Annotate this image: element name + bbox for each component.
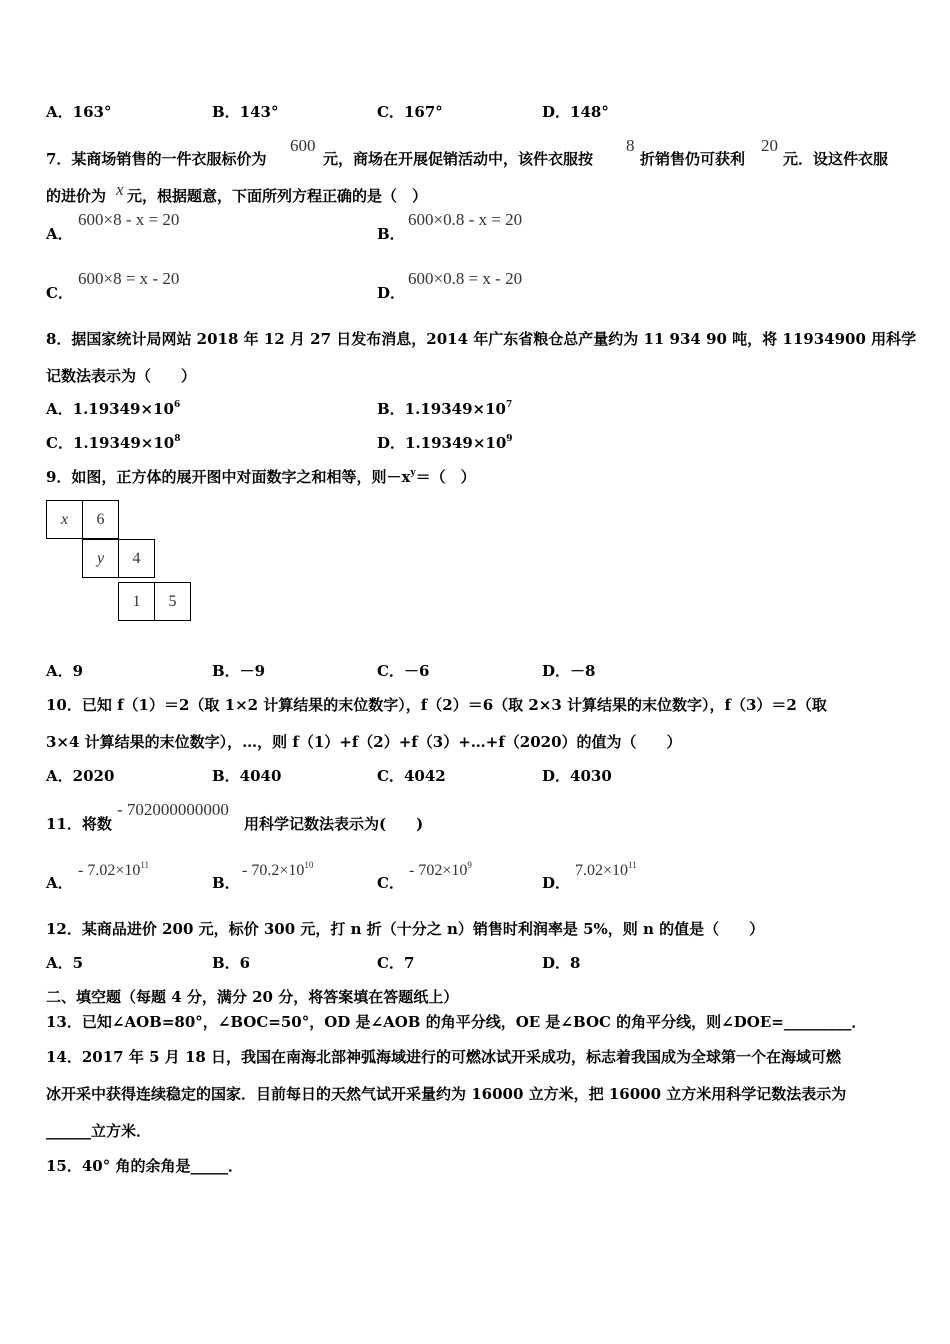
q8-option-a: A．$1.19349\times 10^6$ — [46, 400, 181, 418]
q7-stem-part3: 折销售仍可获利 — [640, 150, 746, 168]
q11-option-c-expr: - $702\times 10^9$ — [409, 860, 472, 879]
q9-option-b: B．－9 — [212, 662, 266, 680]
q6-option-b: B．143° — [212, 103, 279, 121]
q12-option-c: C．7 — [377, 954, 415, 972]
cube-cell-y: y — [82, 539, 119, 578]
q7-stem-part4: 元．设这件衣服 — [783, 150, 889, 168]
q7-option-c-expr: 600×8 = x - 20 — [78, 269, 180, 288]
q6-option-a: A．163° — [46, 103, 112, 121]
q10-option-a: A．2020 — [46, 767, 115, 785]
q12-option-b: B．6 — [212, 954, 251, 972]
cube-cell-6: 6 — [82, 500, 119, 539]
cube-cell-5: 5 — [154, 582, 191, 621]
q9-option-d: D．－8 — [542, 662, 596, 680]
q8-option-d: D．$1.19349\times 10^9$ — [377, 434, 513, 452]
q7-option-a-label: A． — [46, 225, 73, 243]
q11-option-a-label: A． — [46, 874, 73, 892]
q15-stem: 15．40° 角的余角是_____． — [46, 1157, 243, 1175]
q11-stem-part2: 用科学记数法表示为( ) — [244, 815, 424, 833]
q13-stem: 13．已知∠AOB=80°，∠BOC=50°，OD 是∠AOB 的角平分线，OE 是∠BOC 的角平分线，则∠DOE=_________． — [46, 1013, 867, 1031]
q12-stem: 12．某商品进价 200 元，标价 300 元，打 n 折（十分之 n）销售时利润率是 5%，则 n 的值是（ ） — [46, 920, 765, 938]
q11-option-c-label: C． — [377, 874, 404, 892]
q7-line2-part1: 的进价为 — [46, 187, 107, 205]
q7-stem-part2: 元，商场在开展促销活动中，该件衣服按 — [323, 150, 594, 168]
q6-option-c: C．167° — [377, 103, 443, 121]
q7-option-b-expr: 600×0.8 - x = 20 — [408, 210, 523, 229]
q7-option-b-label: B． — [377, 225, 405, 243]
q10-stem-line1: 10．已知 f（1）＝2（取 1×2 计算结果的末位数字），f（2）＝6（取 2×3 计算结果的末位数字），f（3）＝2（取 — [46, 696, 827, 714]
q10-stem-line2: 3×4 计算结果的末位数字），…，则 f（1）+f（2）+f（3）+…+f（2020）的值为（ ） — [46, 733, 682, 751]
q11-option-a-expr: - $7.02\times 10^{11}$ — [78, 860, 150, 879]
q10-option-c: C．4042 — [377, 767, 446, 785]
q14-stem-line3: ______立方米． — [46, 1122, 152, 1140]
section-2-heading: 二、填空题（每题 4 分，满分 20 分，将答案填在答题纸上） — [46, 988, 459, 1006]
q8-option-b: B．$1.19349\times 10^7$ — [377, 400, 513, 418]
q7-option-c-label: C． — [46, 284, 73, 302]
q11-number: - 702000000000 — [117, 800, 229, 819]
q8-option-c: C．$1.19349\times 10^8$ — [46, 434, 181, 452]
q9-stem: 9．如图，正方体的展开图中对面数字之和相等，则$-x^y=$（ ） — [46, 468, 476, 486]
q7-stem-part1: 7．某商场销售的一件衣服标价为 — [46, 150, 267, 168]
cube-cell-x: x — [46, 500, 83, 539]
q14-stem-line2: 冰开采中获得连续稳定的国家．目前每日的天然气试开采量约为 16000 立方米，把 16000 立方米用科学记数法表示为 — [46, 1085, 847, 1103]
q10-option-b: B．4040 — [212, 767, 282, 785]
q8-stem-line1: 8．据国家统计局网站 2018 年 12 月 27 日发布消息，2014 年广东省粮仓总产量约为 11 934 90 吨，将 11934900 用科学 — [46, 330, 917, 348]
q7-variable-x: x — [116, 180, 124, 199]
q9-option-a: A．9 — [46, 662, 84, 680]
q7-line2-part2: 元，根据题意，下面所列方程正确的是（ ） — [127, 187, 428, 205]
q7-option-d-expr: 600×0.8 = x - 20 — [408, 269, 523, 288]
q11-stem-part1: 11．将数 — [46, 815, 112, 833]
q10-option-d: D．4030 — [542, 767, 612, 785]
cube-cell-4: 4 — [118, 539, 155, 578]
q11-option-b-label: B． — [212, 874, 240, 892]
q11-option-b-expr: - $70.2\times 10^{10}$ — [242, 860, 314, 879]
q6-option-d: D．148° — [542, 103, 609, 121]
q9-option-c: C．－6 — [377, 662, 430, 680]
q8-stem-line2: 记数法表示为（ ） — [46, 367, 197, 385]
q7-option-d-label: D． — [377, 284, 406, 302]
q7-number-20: 20 — [761, 136, 778, 155]
q7-number-600: 600 — [290, 136, 316, 155]
q11-option-d-label: D． — [542, 874, 571, 892]
q7-number-8: 8 — [626, 136, 635, 155]
q12-option-a: A．5 — [46, 954, 84, 972]
cube-cell-1: 1 — [118, 582, 155, 621]
q14-stem-line1: 14．2017 年 5 月 18 日，我国在南海北部神弧海域进行的可燃冰试开采成功，标志着我国成为全球第一个在海域可燃 — [46, 1048, 842, 1066]
q12-option-d: D．8 — [542, 954, 581, 972]
q7-option-a-expr: 600×8 - x = 20 — [78, 210, 180, 229]
q11-option-d-expr: $7.02\times 10^{11}$ — [575, 860, 637, 879]
